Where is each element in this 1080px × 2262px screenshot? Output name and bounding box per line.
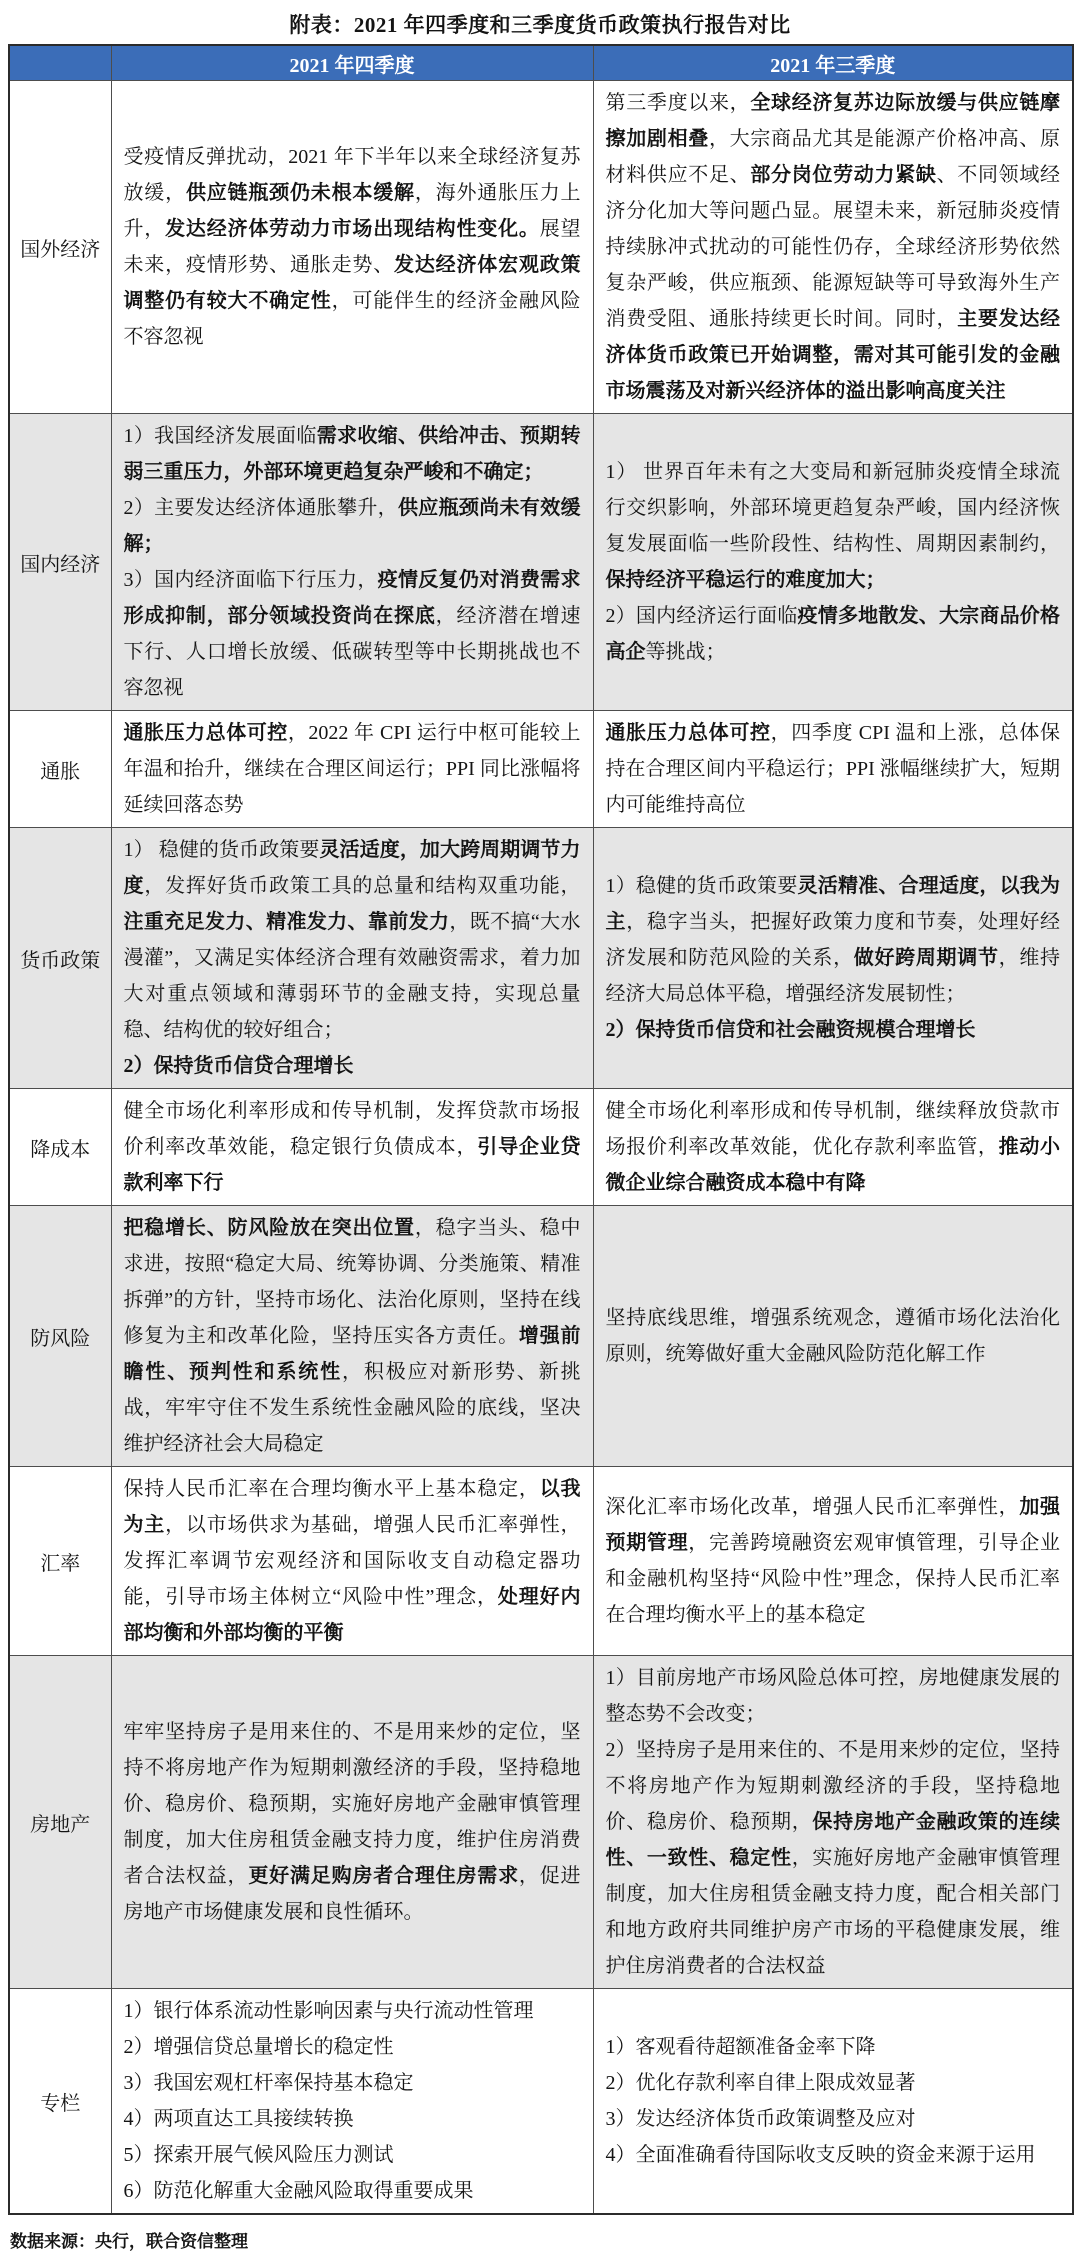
- column-header-q4: 2021 年四季度: [111, 45, 593, 81]
- table-row: [9, 1089, 1073, 1206]
- header-row: [9, 45, 1073, 81]
- q3-cell: 坚持底线思维，增强系统观念，遵循市场化法治化原则，统筹做好重大金融风险防范化解工作: [593, 1206, 1073, 1467]
- q3-cell: 通胀压力总体可控，四季度 CPI 温和上涨，总体保持在合理区间内平稳运行；PPI 涨幅继续扩大，短期内可能维持高位: [593, 711, 1073, 828]
- q4-cell: 健全市场化利率形成和传导机制，发挥贷款市场报价利率改革效能，稳定银行负债成本，引导企业贷款利率下行: [111, 1089, 593, 1206]
- row-label: 通胀: [9, 711, 111, 828]
- row-label: 专栏: [9, 1989, 111, 2215]
- table-header: [9, 45, 1073, 81]
- q3-cell: 1）客观看待超额准备金率下降 2）优化存款利率自律上限成效显著 3）发达经济体货币政策调整及应对 4）全面准确看待国际收支反映的资金来源于运用: [593, 1989, 1073, 2215]
- table-row: [9, 81, 1073, 414]
- comparison-table: [8, 44, 1074, 2215]
- row-label: 汇率: [9, 1467, 111, 1656]
- q4-cell: 通胀压力总体可控，2022 年 CPI 运行中枢可能较上年温和抬升，继续在合理区间运行；PPI 同比涨幅将延续回落态势: [111, 711, 593, 828]
- row-label: 货币政策: [9, 828, 111, 1089]
- q3-cell: 1） 世界百年未有之大变局和新冠肺炎疫情全球流行交织影响，外部环境更趋复杂严峻，国内经济恢复发展面临一些阶段性、结构性、周期因素制约，保持经济平稳运行的难度加大； 2）国内经济运行面临疫情多地散发、大宗商品价格高企等挑战；: [593, 414, 1073, 711]
- page-title: 附表：2021 年四季度和三季度货币政策执行报告对比: [289, 13, 791, 37]
- table-row: [9, 828, 1073, 1089]
- q4-cell: 1）我国经济发展面临需求收缩、供给冲击、预期转弱三重压力，外部环境更趋复杂严峻和不确定； 2）主要发达经济体通胀攀升，供应瓶颈尚未有效缓解； 3）国内经济面临下行压力，疫情反复仍对消费需求形成抑制，部分领域投资尚在探底，经济潜在增速下行、人口增长放缓、低碳转型等中长期挑战也不容忽视: [111, 414, 593, 711]
- table-row: [9, 1989, 1073, 2215]
- q4-cell: 保持人民币汇率在合理均衡水平上基本稳定，以我为主，以市场供求为基础，增强人民币汇率弹性，发挥汇率调节宏观经济和国际收支自动稳定器功能，引导市场主体树立“风险中性”理念，处理好内部均衡和外部均衡的平衡: [111, 1467, 593, 1656]
- table-row: [9, 711, 1073, 828]
- row-label: 国外经济: [9, 81, 111, 414]
- q4-cell: 把稳增长、防风险放在突出位置，稳字当头、稳中求进，按照“稳定大局、统筹协调、分类施策、精准拆弹”的方针，坚持市场化、法治化原则，坚持在线修复为主和改革化险，坚持压实各方责任。增强前瞻性、预判性和系统性，积极应对新形势、新挑战，牢牢守住不发生系统性金融风险的底线，坚决维护经济社会大局稳定: [111, 1206, 593, 1467]
- row-label: 国内经济: [9, 414, 111, 711]
- q3-cell: 1）稳健的货币政策要灵活精准、合理适度，以我为主，稳字当头，把握好政策力度和节奏，处理好经济发展和防范风险的关系，做好跨周期调节，维持经济大局总体平稳，增强经济发展韧性； 2）保持货币信贷和社会融资规模合理增长: [593, 828, 1073, 1089]
- row-label: 降成本: [9, 1089, 111, 1206]
- data-source-note: 数据来源：央行，联合资信整理: [10, 2232, 248, 2251]
- table-row: [9, 1656, 1073, 1989]
- q4-cell: 1）银行体系流动性影响因素与央行流动性管理 2）增强信贷总量增长的稳定性 3）我国宏观杠杆率保持基本稳定 4）两项直达工具接续转换 5）探索开展气候风险压力测试 6）防范化解重大金融风险取得重要成果: [111, 1989, 593, 2215]
- q4-cell: 牢牢坚持房子是用来住的、不是用来炒的定位，坚持不将房地产作为短期刺激经济的手段，坚持稳地价、稳房价、稳预期，实施好房地产金融审慎管理制度，加大住房租赁金融支持力度，维护住房消费者合法权益，更好满足购房者合理住房需求，促进房地产市场健康发展和良性循环。: [111, 1656, 593, 1989]
- row-label: 防风险: [9, 1206, 111, 1467]
- q3-cell: 第三季度以来，全球经济复苏边际放缓与供应链摩擦加剧相叠，大宗商品尤其是能源产价格冲高、原材料供应不足、部分岗位劳动力紧缺、不同领域经济分化加大等问题凸显。展望未来，新冠肺炎疫情持续脉冲式扰动的可能性仍存，全球经济形势依然复杂严峻，供应瓶颈、能源短缺等可导致海外生产消费受阻、通胀持续更长时间。同时，主要发达经济体货币政策已开始调整，需对其可能引发的金融市场震荡及对新兴经济体的溢出影响高度关注: [593, 81, 1073, 414]
- table-row: [9, 414, 1073, 711]
- q3-cell: 1）目前房地产市场风险总体可控，房地健康发展的整态势不会改变； 2）坚持房子是用来住的、不是用来炒的定位，坚持不将房地产作为短期刺激经济的手段，坚持稳地价、稳房价、稳预期，保持房地产金融政策的连续性、一致性、稳定性，实施好房地产金融审慎管理制度，加大住房租赁金融支持力度，配合相关部门和地方政府共同维护房产市场的平稳健康发展，维护住房消费者的合法权益: [593, 1656, 1073, 1989]
- table-body: [9, 81, 1073, 2215]
- q3-cell: 深化汇率市场化改革，增强人民币汇率弹性，加强预期管理，完善跨境融资宏观审慎管理，引导企业和金融机构坚持“风险中性”理念，保持人民币汇率在合理均衡水平上的基本稳定: [593, 1467, 1073, 1656]
- table-row: [9, 1206, 1073, 1467]
- q3-cell: 健全市场化利率形成和传导机制，继续释放贷款市场报价利率改革效能，优化存款利率监管，推动小微企业综合融资成本稳中有降: [593, 1089, 1073, 1206]
- table-row: [9, 1467, 1073, 1656]
- header-corner-cell: [9, 45, 111, 81]
- row-label: 房地产: [9, 1656, 111, 1989]
- q4-cell: 受疫情反弹扰动，2021 年下半年以来全球经济复苏放缓，供应链瓶颈仍未根本缓解，海外通胀压力上升，发达经济体劳动力市场出现结构性变化。展望未来，疫情形势、通胀走势、发达经济体宏观政策调整仍有较大不确定性，可能伴生的经济金融风险不容忽视: [111, 81, 593, 414]
- q4-cell: 1） 稳健的货币政策要灵活适度，加大跨周期调节力度，发挥好货币政策工具的总量和结构双重功能，注重充足发力、精准发力、靠前发力，既不搞“大水漫灌”，又满足实体经济合理有效融资需求，着力加大对重点领域和薄弱环节的金融支持，实现总量稳、结构优的较好组合； 2）保持货币信贷合理增长: [111, 828, 593, 1089]
- column-header-q3: 2021 年三季度: [593, 45, 1073, 81]
